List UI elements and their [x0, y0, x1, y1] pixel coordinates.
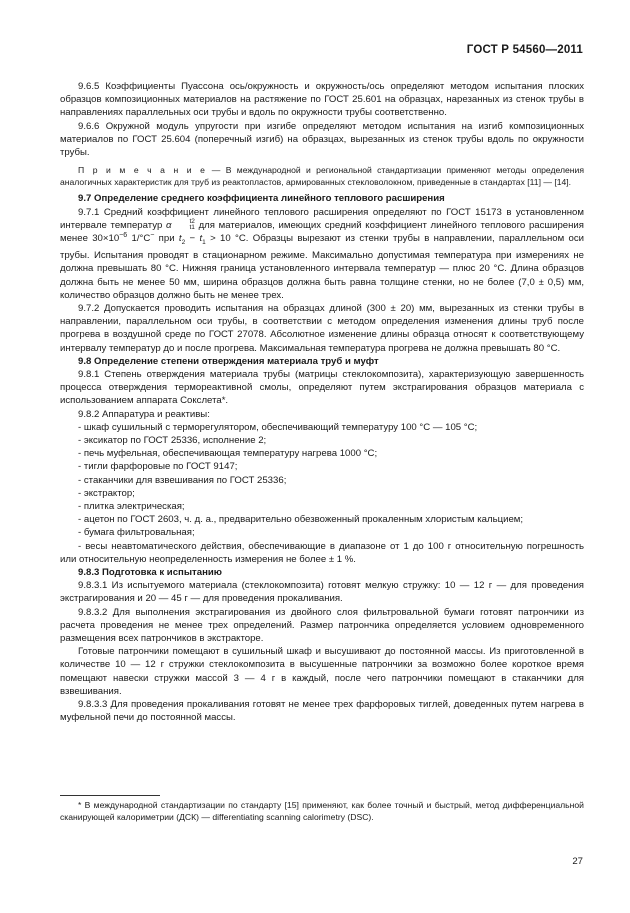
list-item: - ацетон по ГОСТ 2603, ч. д. а., предварительно обезвоженный прокаленным хлористым кальцием;: [78, 514, 524, 526]
alpha-subscript: t1: [189, 224, 195, 232]
list-item: - печь муфельная, обеспечивающая температуру нагрева 1000 °С;: [78, 448, 378, 460]
note-text: — В международной и региональной стандартизации применяют методы определения аналогичных характеристик для труб из реактопластов, армированных стекловолокном, приведенные в стандартах [11] — [14].: [60, 165, 584, 187]
t-symbol: t: [199, 233, 203, 245]
list-item: - эксикатор по ГОСТ 25336, исполнение 2;: [78, 435, 267, 446]
paragraph-9-8-3-2-cont: Готовые патрончики помещают в сушильный шкаф и высушивают до постоянной массы. Из приготовленной в количестве 10 — 12 г стружки стеклокомпозита в высушенные патрончики за возможно более короткое время помещают навески стружки массой 3 — 4 г в каждый, после чего патрончики помещают в стаканчики для взвешивания.: [60, 646, 584, 697]
footnote: * В международной стандартизации по стандарту [15] применяют, как более точный и быстрый, метод дифференциальной сканирующей калориметрии (ДСК) — differentiating scanning calorimetry (DSC).: [60, 800, 584, 822]
exponent: −6: [119, 231, 128, 239]
note-label: П р и м е ч а н и е: [78, 165, 207, 176]
document-header: ГОСТ Р 54560—2011: [466, 44, 583, 56]
t-subscript: 2: [181, 238, 186, 246]
text-run: 1/°С: [127, 233, 151, 245]
alpha-symbol: α: [165, 219, 172, 231]
section-9-8-3-heading: 9.8.3 Подготовка к испытанию: [78, 567, 222, 579]
paragraph-9-6-5: 9.6.5 Коэффициенты Пуассона ось/окружность и окружность/ось определяют методом испытания плоских образцов композиционных материалов на растяжение по ГОСТ 25.601 на образцах, нарезанных из стенок трубы в направлениях параллельных оси трубы и вдоль по окружности трубы соответственно.: [60, 81, 584, 119]
t-symbol: t: [178, 233, 182, 245]
paragraph-9-8-3-3: 9.8.3.3 Для проведения прокаливания готовят не менее трех фарфоровых тиглей, доведенных путем нагрева в муфельной печи до постоянной массы.: [60, 699, 584, 724]
paragraph-9-7-2: 9.7.2 Допускается проводить испытания на образцах длиной (300 ± 20) мм, вырезанных из стенки трубы в направлении, параллельном оси трубы, в соответствии с методом определения изменения длины труб после прогрева в воздушной среде по ГОСТ 27078. Абсолютное изменение длины образца относят к соответствующему интервалу температур до и после прогрева. Максимальная температура прогрева не должна превышать 80 °С.: [60, 302, 584, 354]
section-9-8-heading: 9.8 Определение степени отверждения материала труб и муфт: [78, 355, 379, 367]
list-item: - бумага фильтровальная;: [78, 527, 195, 539]
list-item: - весы неавтоматического действия, обеспечивающие в диапазоне от 1 до 100 г относительную погрешность или относительную неопределенность измерения не более ± 1 %.: [60, 540, 584, 565]
text-run: > 10 °С. Образцы вырезают из стенки трубы в направлении, параллельном оси трубы. Испытания проводят в стационарном режиме. Максимально допустимая температура при измерениях не должна превышать 80 °С. Нижняя граница установленного интервала температур — плюс 20 °С. Длина образцов должна быть не менее 50 мм, ширина образцов должна быть равна толщине стенки, но не более (7,0 ± 0,5) мм, количество образцов должно быть не менее трех.: [60, 233, 584, 301]
note-paragraph: [60, 165, 584, 188]
alpha-superscript: t2: [189, 217, 195, 225]
text-run: при: [154, 233, 179, 245]
list-item: - стаканчики для взвешивания по ГОСТ 25336;: [78, 474, 287, 486]
paragraph-9-8-1: 9.8.1 Степень отверждения материала трубы (матрицы стеклокомпозита), характеризующую завершенность процесса отверждения термореактивной смолы, определяют путем экстрагирования образцов материала с использованием аппарата Сокслета*.: [60, 368, 584, 407]
page-number: 27: [572, 856, 583, 867]
section-9-7-heading: 9.7 Определение среднего коэффициента линейного теплового расширения: [78, 193, 445, 205]
paragraph-9-8-2: 9.8.2 Аппаратура и реактивы:: [78, 408, 210, 420]
list-item: - тигли фарфоровые по ГОСТ 9147;: [78, 461, 238, 473]
paragraph-9-8-3-2: 9.8.3.2 Для выполнения экстрагирования из двойного слоя фильтровальной бумаги готовят патрончики из расчета проведения не менее трех определений. Размер патрончика определяется условием одновременного размещения всех патрончиков в экстракторе.: [60, 606, 584, 645]
list-item: - шкаф сушильный с терморегулятором, обеспечивающий температуру 100 °С — 105 °С;: [78, 421, 478, 433]
list-item: - плитка электрическая;: [78, 501, 185, 513]
exponent: −: [150, 231, 155, 239]
text-run: −: [185, 233, 200, 245]
document-body: [60, 80, 584, 724]
t-subscript: 1: [202, 238, 206, 246]
paragraph-9-8-3-1: 9.8.3.1 Из испытуемого материала (стеклокомпозита) готовят мелкую стружку: 10 — 12 г — для проведения экстрагирования и 20 — 45 г — для проведения прокаливания.: [60, 580, 584, 605]
footnote-divider: [60, 795, 160, 796]
list-item: - экстрактор;: [78, 487, 135, 499]
paragraph-9-6-6: 9.6.6 Окружной модуль упругости при изгибе определяют методом испытания на изгиб композиционных материалов по ГОСТ 25.604 (поперечный изгиб) на образцах, вырезанных из стенок трубы вдоль по окружности трубы.: [60, 120, 584, 159]
text-run: 9.7.1 Средний коэффициент линейного теплового расширения определяют по ГОСТ 15173 в установленном интервале температур: [60, 206, 584, 231]
paragraph-9-7-1: [60, 206, 584, 302]
text-run: для материалов, имеющих средний коэффициент линейного теплового расширения менее 30×10: [60, 219, 584, 245]
